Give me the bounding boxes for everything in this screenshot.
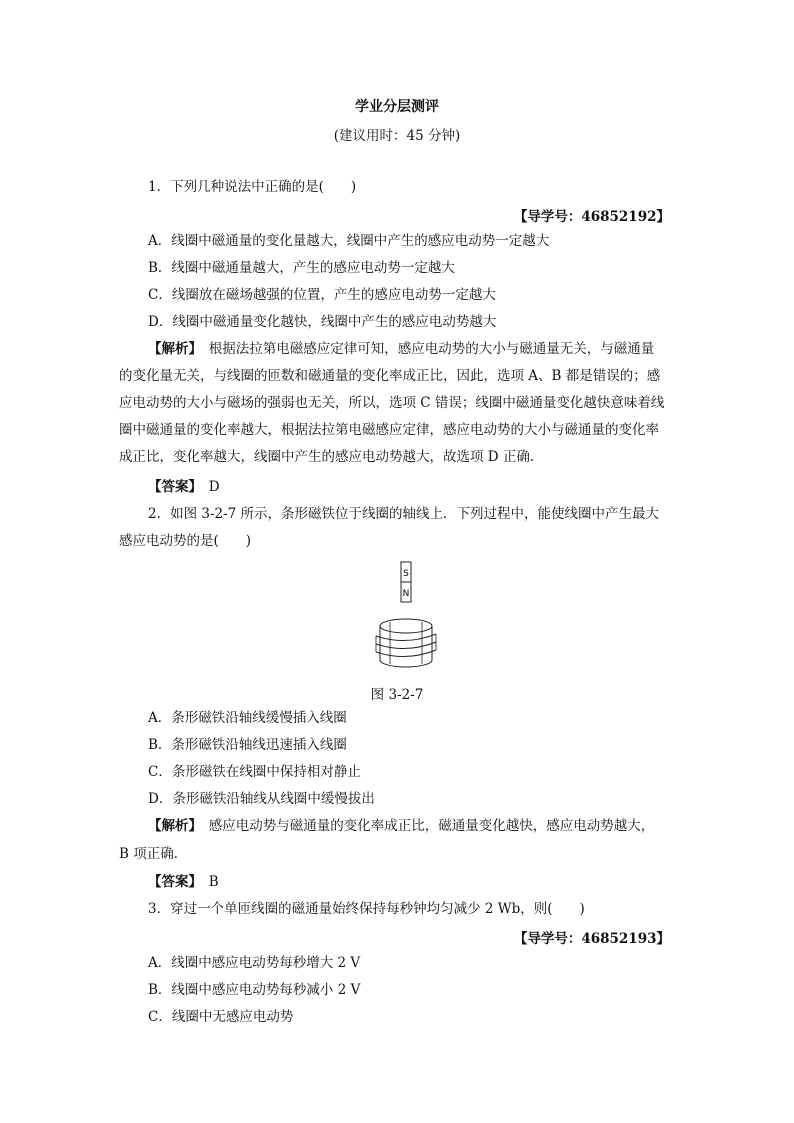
q2-analysis-line-1	[148, 817, 654, 835]
q1-answer-value: D	[195, 479, 220, 495]
q1-option-b: B．线圈中磁通量越大，产生的感应电动势一定越大	[148, 260, 455, 276]
q1-analysis-line-4: 圈中磁通量的变化率越大，根据法拉第电磁感应定律，感应电动势的大小与磁通量的变化率	[119, 422, 659, 438]
magnet-s-label: S	[403, 569, 409, 579]
q3-option-c: C．线圈中无感应电动势	[148, 1009, 294, 1025]
q2-option-a: A．条形磁铁沿轴线缓慢插入线圈	[148, 710, 347, 726]
page-subtitle: (建议用时：45 分钟)	[333, 128, 461, 144]
q1-stem: 1．下列几种说法中正确的是( )	[148, 179, 357, 195]
q2-analysis-text-1: 感应电动势与磁通量的变化率成正比，磁通量变化越快，感应电动势越大，	[195, 818, 655, 834]
q3-option-b: B．线圈中感应电动势每秒减小 2 V	[148, 982, 361, 998]
q1-option-c: C．线圈放在磁场越强的位置，产生的感应电动势一定越大	[148, 287, 496, 303]
magnet-n-label: N	[402, 589, 410, 599]
q2-option-c: C．条形磁铁在线圈中保持相对静止	[148, 764, 361, 780]
q1-analysis-line-3: 应电动势的大小与磁场的强弱也无关，所以，选项 C 错误；线圈中磁通量变化越快意味着线	[119, 395, 665, 411]
q2-stem-line-2: 感应电动势的是( )	[119, 533, 252, 549]
q1-analysis-line-1	[148, 340, 654, 358]
q1-analysis-label: 【解析】	[148, 341, 196, 357]
coil-illustration	[376, 619, 436, 667]
magnet-coil-figure	[370, 560, 440, 672]
q1-guide-number: 【导学号：46852192】	[513, 209, 670, 225]
q1-analysis-line-2: 的变化量无关，与线圈的匝数和磁通量的变化率成正比，因此，选项 A、B 都是错误的；感	[119, 368, 661, 384]
q2-answer-label: 【答案】	[148, 874, 196, 890]
q2-stem-line-1: 2．如图 3-2-7 所示，条形磁铁位于线圈的轴线上．下列过程中，能使线圈中产生最大	[148, 506, 660, 522]
q2-analysis-label: 【解析】	[148, 818, 196, 834]
q2-option-b: B．条形磁铁沿轴线迅速插入线圈	[148, 737, 347, 753]
q2-answer-line	[148, 873, 219, 891]
q3-stem: 3．穿过一个单匝线圈的磁通量始终保持每秒钟均匀减少 2 Wb，则( )	[148, 901, 585, 917]
q1-option-d: D．线圈中磁通量变化越快，线圈中产生的感应电动势越大	[148, 314, 497, 330]
q3-guide-number: 【导学号：46852193】	[513, 931, 670, 947]
q1-option-a: A．线圈中磁通量的变化量越大，线圈中产生的感应电动势一定越大	[148, 233, 550, 249]
q1-analysis-text-1: 根据法拉第电磁感应定律可知，感应电动势的大小与磁通量无关，与磁通量	[195, 341, 655, 357]
q2-option-d: D．条形磁铁沿轴线从线圈中缓慢拔出	[148, 791, 375, 807]
q1-answer-label: 【答案】	[148, 479, 196, 495]
q1-analysis-line-5: 成正比，变化率越大，线圈中产生的感应电动势越大，故选项 D 正确．	[119, 449, 544, 465]
q2-analysis-line-2: B 项正确．	[119, 846, 188, 862]
figure-caption: 图 3-2-7	[370, 687, 424, 703]
q1-answer-line	[148, 478, 220, 496]
q3-option-a: A．线圈中感应电动势每秒增大 2 V	[148, 955, 361, 971]
page-title: 学业分层测评	[355, 99, 439, 115]
q2-answer-value: B	[195, 874, 219, 890]
